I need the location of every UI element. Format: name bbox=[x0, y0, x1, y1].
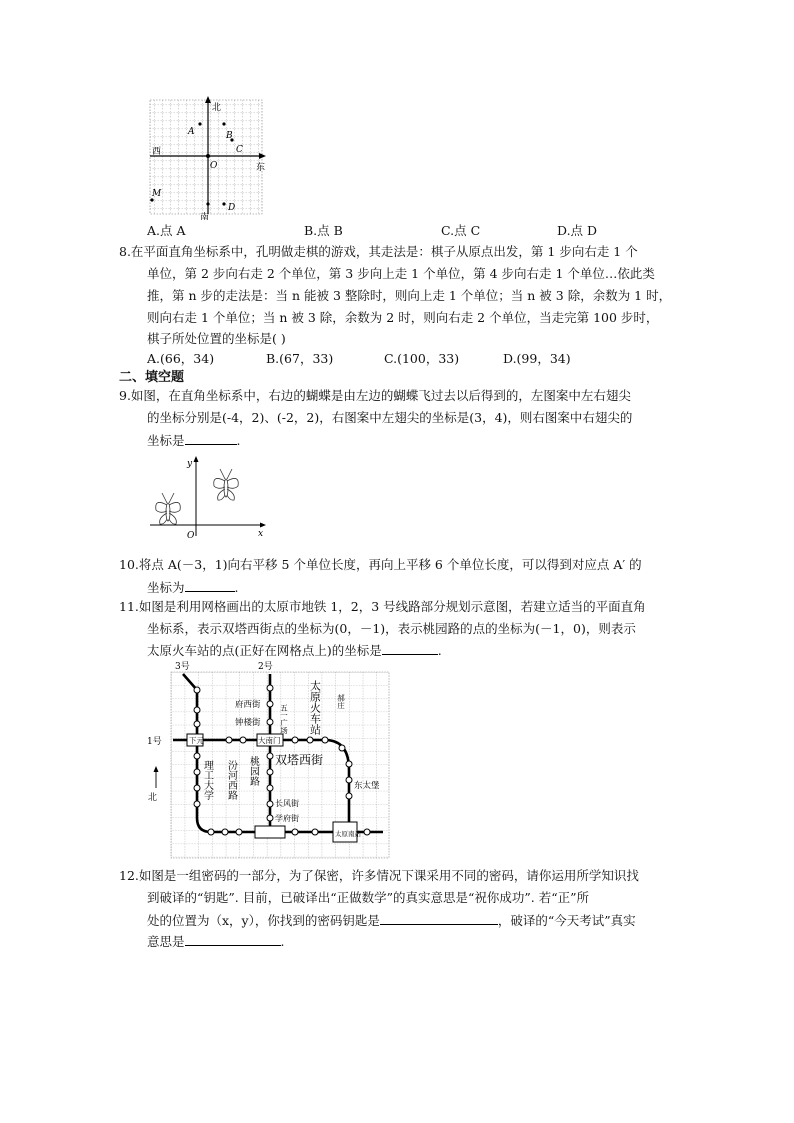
q12-line-1: 12.如图是一组密码的一部分，为了保密，许多情况下课采用不同的密码，请你运用所学知识找 bbox=[119, 868, 639, 883]
q12-line-4 bbox=[147, 933, 285, 950]
q7-option-d: D.点 D bbox=[557, 223, 598, 238]
q11-line-3-text: 太原火车站的点(正好在网格点上)的坐标是 bbox=[147, 643, 382, 658]
x-axis-label: x bbox=[258, 529, 264, 539]
q8-option-b: B.(67，33) bbox=[266, 351, 334, 366]
q9-answer-blank[interactable] bbox=[185, 432, 237, 445]
q8-line-2: 单位，第 2 步向右走 2 个单位，第 3 步向上走 1 个单位，第 4 步向右走 1 个单位…依此类 bbox=[147, 266, 655, 281]
station-zhonglou: 钟楼街 bbox=[235, 718, 261, 728]
q7-option-c: C.点 C bbox=[441, 223, 481, 238]
q8-line-5: 棋子所处位置的坐标是( ) bbox=[147, 331, 286, 346]
station-fenhe: 汾河西路 bbox=[225, 760, 237, 800]
station-dongtaibao: 东太堡 bbox=[354, 781, 380, 791]
q9-line-3 bbox=[147, 432, 241, 449]
q12-line-3 bbox=[147, 912, 636, 929]
q9-line-3-end: . bbox=[236, 433, 241, 448]
q11-answer-blank[interactable] bbox=[382, 642, 438, 655]
west-label: 西 bbox=[152, 147, 162, 157]
q12-meaning-blank[interactable] bbox=[185, 933, 281, 946]
q10-line-2 bbox=[147, 579, 239, 596]
section-fill-in-blank: 二、填空题 bbox=[119, 370, 185, 385]
q10-line-2-text: 坐标为 bbox=[147, 580, 185, 595]
q9-line-2: 的坐标分别是(-4，2)、(-2，2)，右图案中左翅尖的坐标是(3，4)，则右图案中右翅尖的 bbox=[147, 410, 633, 425]
station-wuyi: 五一广场 bbox=[279, 704, 289, 734]
point-a-label: A bbox=[188, 127, 195, 137]
north-label: 北 bbox=[148, 793, 158, 803]
point-d-label: D bbox=[228, 203, 236, 213]
q12-line-3-text: 处的位置为（x，y），你找到的密码钥匙是 bbox=[147, 913, 380, 928]
q8-option-c: C.(100，33) bbox=[384, 351, 460, 366]
q11-line-3 bbox=[147, 642, 442, 659]
left-butterfly bbox=[156, 493, 181, 524]
q10-answer-blank[interactable] bbox=[185, 579, 235, 592]
q10-line-1: 10.将点 A(－3，1)向右平移 5 个单位长度，再向上平移 6 个单位长度，可以得到对应点 A′ 的 bbox=[119, 557, 642, 572]
q12-line-2: 到破译的“钥匙”. 目前，已破译出“正做数学”的真实意思是“祝你成功”. 若“正”所 bbox=[147, 890, 590, 905]
station-fuxijie: 府西街 bbox=[235, 700, 261, 710]
origin-label: O bbox=[187, 531, 195, 540]
q7-option-a: A.点 A bbox=[147, 223, 186, 238]
q8-line-1: 8.在平面直角坐标系中，孔明做走棋的游戏，其走法是：棋子从原点出发，第 1 步向右走 1 个 bbox=[119, 244, 638, 259]
q8-option-d: D.(99，34) bbox=[503, 351, 571, 366]
line-2-label: 2号 bbox=[258, 662, 273, 672]
q9-line-1: 9.如图，在直角坐标系中，右边的蝴蝶是由左边的蝴蝶飞过去以后得到的，左图案中左右翅尖 bbox=[119, 388, 631, 403]
station-taiyuan-railway: 太原火车站 bbox=[308, 680, 322, 735]
origin-label: O bbox=[210, 161, 218, 171]
line-3-label: 3号 bbox=[175, 662, 190, 672]
q12-key-blank[interactable] bbox=[380, 912, 498, 925]
station-ligong: 理工大学 bbox=[201, 760, 213, 800]
station-haozhuang: 郝庄 bbox=[336, 694, 346, 709]
station-changfeng: 长风街 bbox=[275, 799, 299, 808]
east-label: 东 bbox=[256, 163, 266, 173]
y-axis-label: y bbox=[187, 459, 193, 469]
station-shuangta: 双塔西街 bbox=[275, 753, 324, 767]
q9-line-3-text: 坐标是 bbox=[147, 433, 185, 448]
q12-line-4-end: . bbox=[280, 934, 285, 949]
q12-line-4-text: 意思是 bbox=[147, 934, 185, 949]
q11-line-2: 坐标系，表示双塔西街点的坐标为(0，－1)，表示桃园路的点的坐标为(－1，0)，则表示 bbox=[147, 621, 636, 636]
station-xuefu: 学府街 bbox=[275, 814, 299, 823]
station-xiayuan: 下元 bbox=[189, 736, 204, 745]
q8-option-a: A.(66，34) bbox=[147, 351, 215, 366]
direction-grid-figure bbox=[146, 96, 268, 220]
station-taiyuan-south: 太原南站 bbox=[335, 830, 361, 838]
q11-line-3-end: . bbox=[437, 643, 442, 658]
station-taoyuan: 桃园路 bbox=[247, 756, 259, 786]
q8-line-3: 推，第 n 步的走法是：当 n 能被 3 整除时，则向上走 1 个单位；当 n 被 3 除，余数为 1 时， bbox=[147, 288, 672, 303]
q11-line-1: 11.如图是利用网格画出的太原市地铁 1，2，3 号线路部分规划示意图，若建立适当的平面直角 bbox=[119, 599, 646, 614]
north-label: 北 bbox=[212, 103, 222, 113]
right-butterfly bbox=[214, 469, 239, 500]
point-m-label: M bbox=[152, 189, 162, 199]
metro-map-figure bbox=[145, 660, 393, 864]
q12-line-3-mid: ，破译的“今天考试”真实 bbox=[497, 913, 636, 928]
south-label: 南 bbox=[200, 213, 210, 220]
point-c-label: C bbox=[236, 145, 243, 155]
line-1-label: 1号 bbox=[147, 737, 162, 747]
station-dananmen: 大南门 bbox=[258, 736, 281, 745]
butterfly-figure bbox=[146, 456, 270, 540]
q8-line-4: 则向右走 1 个单位；当 n 被 3 除，余数为 2 时，则向右走 2 个单位，当走完第 100 步时， bbox=[147, 310, 659, 325]
point-b-label: B bbox=[226, 131, 233, 141]
q7-option-b: B.点 B bbox=[304, 223, 343, 238]
q10-line-2-end: . bbox=[234, 580, 239, 595]
